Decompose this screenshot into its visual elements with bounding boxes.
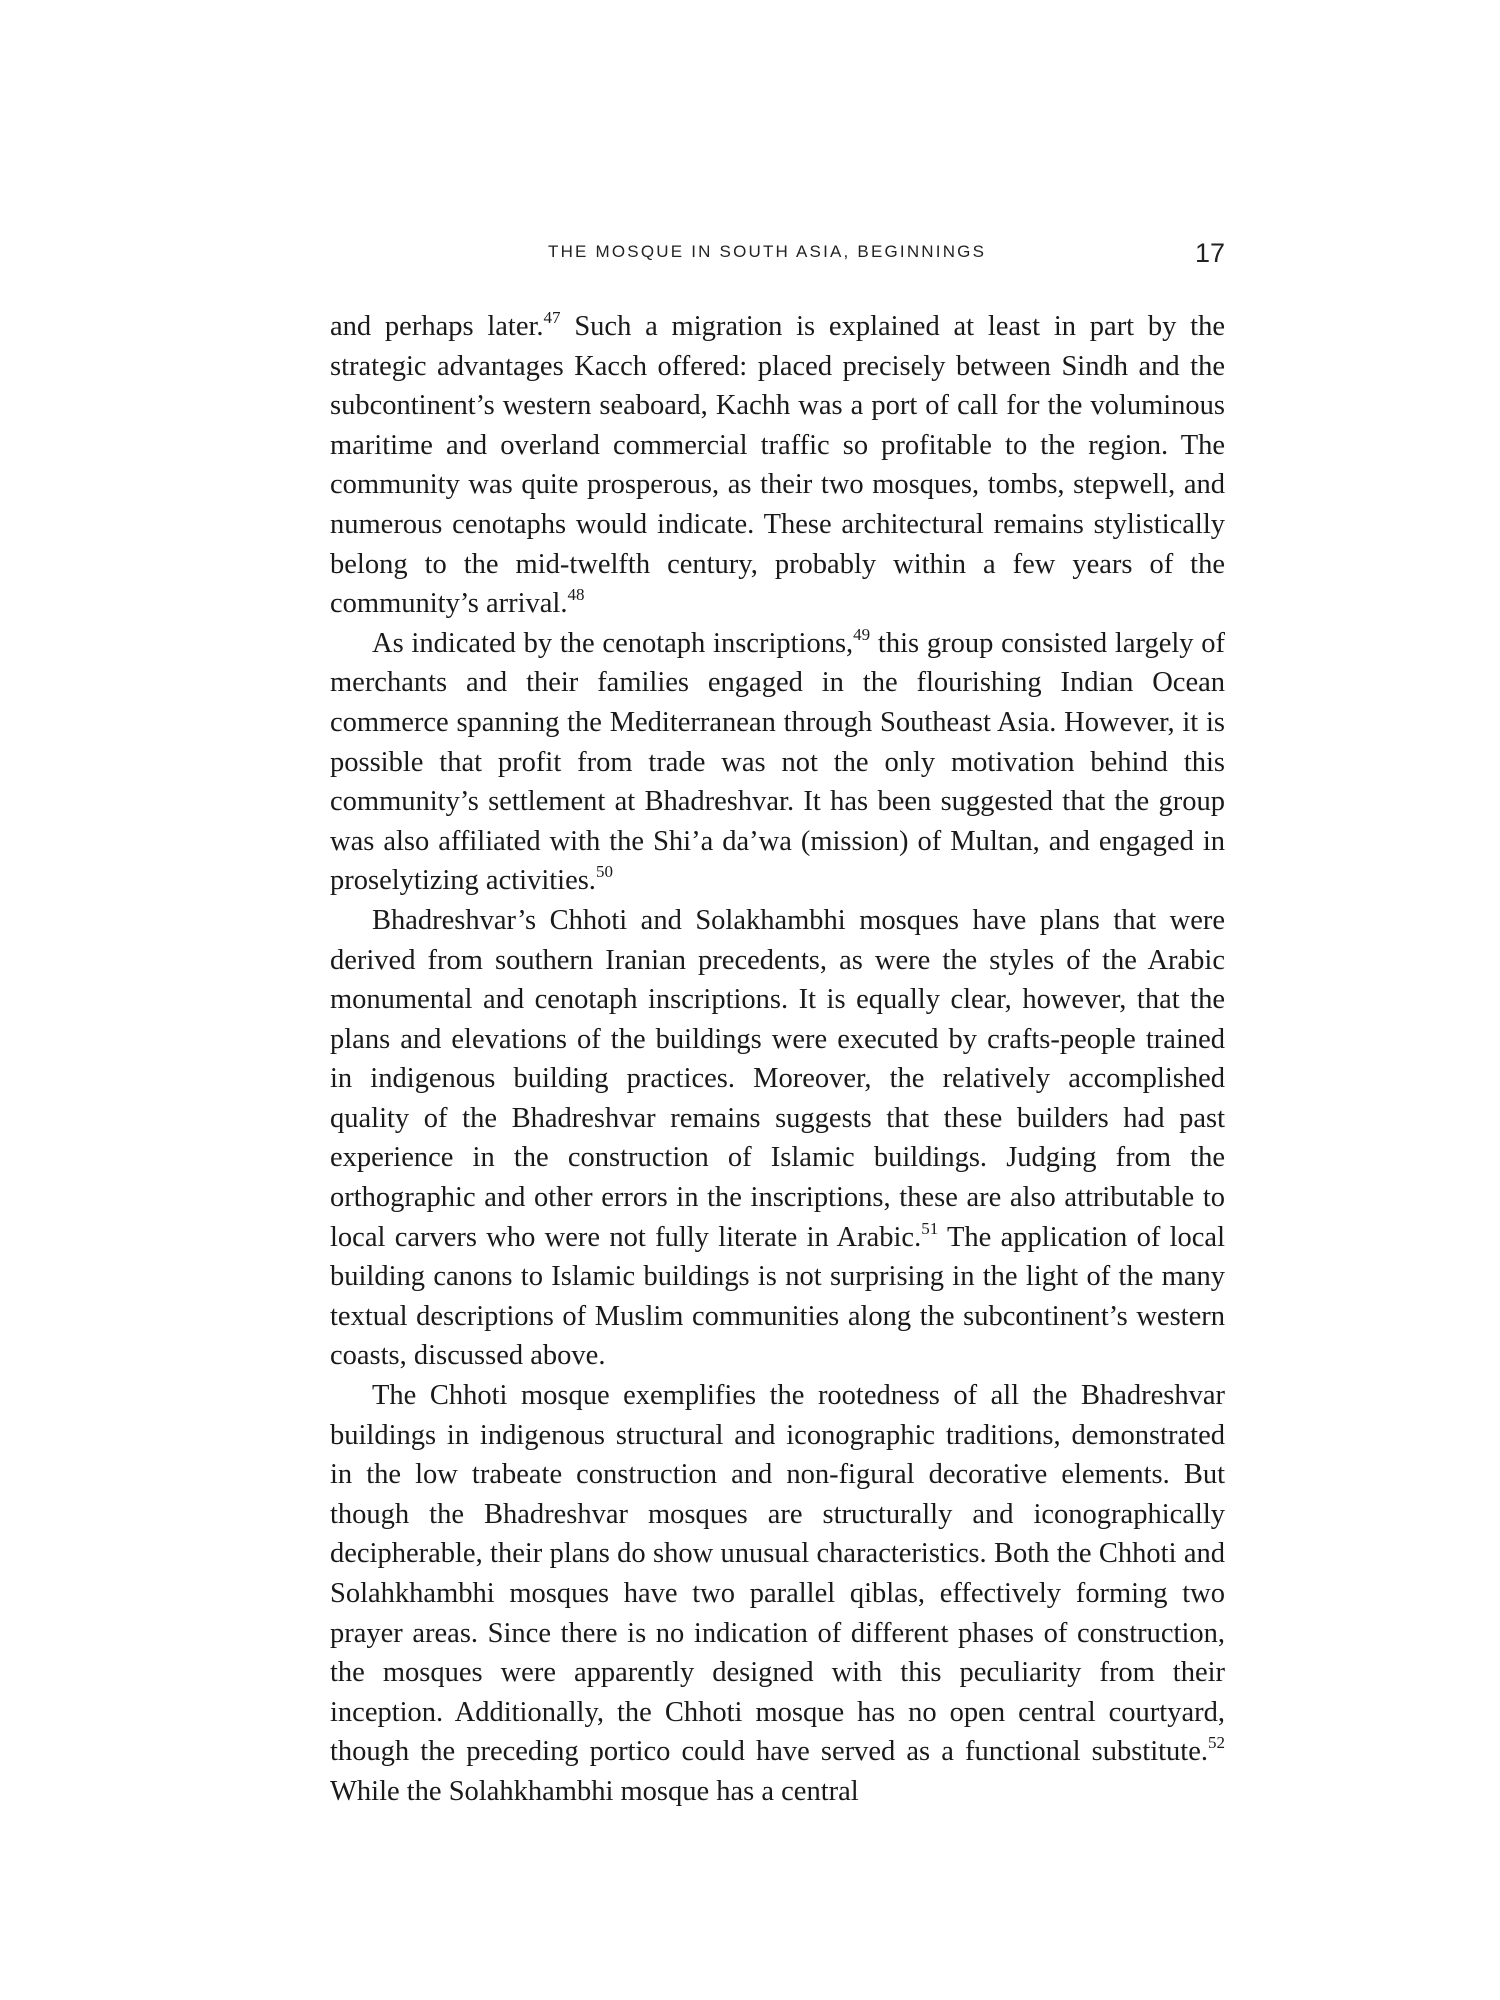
running-title: THE MOSQUE IN SOUTH ASIA, BEGINNINGS xyxy=(548,242,987,261)
text-segment: The Chhoti mosque exemplifies the rootedness of all the Bhadreshvar buildings in indigenous structural and iconographic traditions, demonstrated in the low trabeate construction and non-figural decorative elements. But though the Bhadreshvar mosques are structurally and iconographically decipherable, their plans do show unusual characteristics. Both the Chhoti and Solahkhambhi mosques have two parallel qiblas, effectively forming two prayer areas. Since there is no indication of different phases of construction, the mosques were apparently designed with this peculiarity from their inception. Additionally, the Chhoti mosque has no open central courtyard, though the preceding portico could have served as a functional substitute. xyxy=(330,1380,1225,1768)
footnote-ref: 49 xyxy=(853,624,871,644)
text-segment: As indicated by the cenotaph inscriptions, xyxy=(372,627,854,659)
paragraph xyxy=(330,1376,1225,1812)
running-header xyxy=(330,240,1225,280)
text-segment: Bhadreshvar’s Chhoti and Solakhambhi mosques have plans that were derived from southern Iranian precedents, as were the styles of the Arabic monumental and cenotaph inscriptions. It is equally clear, however, that the plans and elevations of the buildings were executed by crafts-people trained in indigenous building practices. Moreover, the relatively accomplished quality of the Bhadreshvar remains suggests that these builders had past experience in the construction of Islamic buildings. Judging from the orthographic and other errors in the inscriptions, these are also attributable to local carvers who were not fully literate in Arabic. xyxy=(330,904,1225,1253)
footnote-ref: 48 xyxy=(567,585,585,605)
page-number: 17 xyxy=(1194,238,1225,268)
footnote-ref: 47 xyxy=(543,308,561,327)
footnote-ref: 52 xyxy=(1208,1733,1225,1753)
footnote-ref: 50 xyxy=(595,862,613,882)
text-segment: this group consisted largely of merchants and their families engaged in the flourishing Indian Ocean commerce spanning the Mediterranean through Southeast Asia. However, it is possible that profit from trade was not the only motivation behind this community’s settlement at Bhadreshvar. It has been suggested that the group was also affiliated with the Shi’a da’wa (mission) of Multan, and engaged in proselytizing activities. xyxy=(330,627,1225,897)
paragraph xyxy=(330,624,1225,901)
body-text xyxy=(330,307,1225,1812)
text-segment: The application of local building canons to Islamic buildings is not surprising in the light of the many textual descriptions of Muslim communities along the subcontinent’s western coasts, discussed above. xyxy=(330,1221,1226,1372)
footnote-ref: 51 xyxy=(921,1218,939,1238)
paragraph xyxy=(330,901,1225,1376)
paragraph xyxy=(330,307,1225,624)
text-segment: Such a migration is explained at least in part by the strategic advantages Kacch offered: placed precisely between Sindh and the subcontinent’s western seaboard, Kachh was a port of call for the voluminous maritime and overland commercial traffic so profitable to the region. The community was quite prosperous, as their two mosques, tombs, stepwell, and numerous cenotaphs would indicate. These architectural remains stylistically belong to the mid-twelfth century, probably within a few years of the community’s arrival. xyxy=(330,311,1225,620)
text-segment: While the Solahkhambhi mosque has a central xyxy=(330,1775,859,1807)
text-segment: and perhaps later. xyxy=(330,311,544,342)
